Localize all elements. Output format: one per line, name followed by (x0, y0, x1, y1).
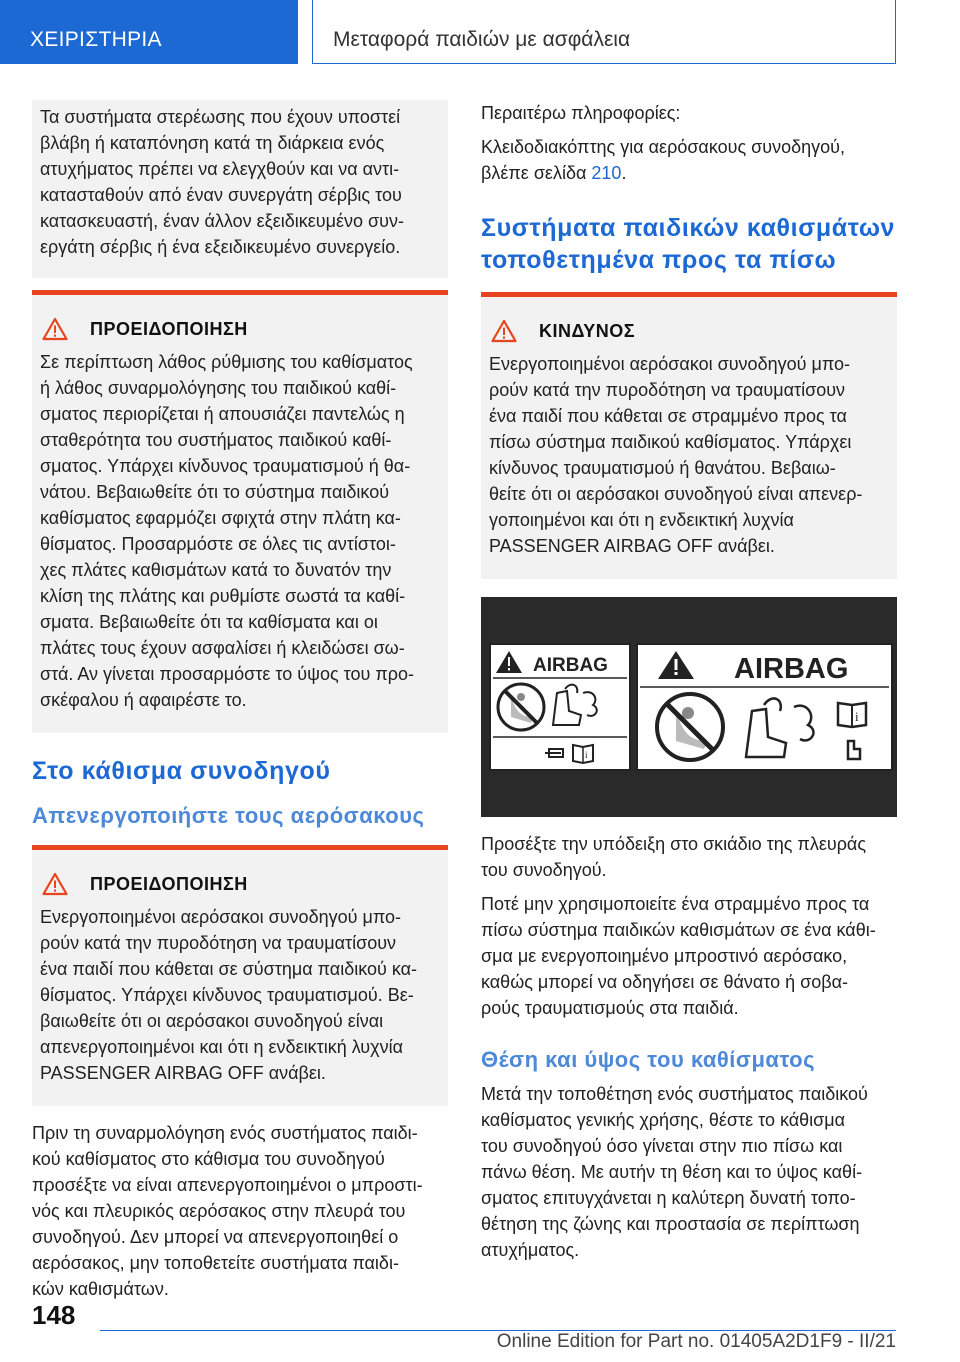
body-text-never-use (481, 891, 897, 1021)
footer-edition: Online Edition for Part no. 01405A2D1F9 - II/21 (496, 1331, 896, 1352)
header-section-title: ΧΕΙΡΙΣΤΗΡΙΑ (30, 28, 162, 51)
body-line: ατυχήματος. (481, 1240, 580, 1260)
warning-line: νάτου. Βεβαιωθείτε ότι το σύστημα παιδικού (40, 482, 390, 502)
warning-line: σματα. Βεβαιωθείτε ότι τα καθίσματα και οι (40, 612, 378, 632)
warning-triangle-icon (42, 872, 68, 896)
subheading-deactivate-airbags: Απενεργοποιήστε τους αερόσακους (32, 803, 425, 828)
warning-line: σματος. Υπάρχει κίνδυνος τραυματισμού ή θα- (40, 456, 411, 476)
intro-line: Τα συστήματα στερέωσης που έχουν υποστεί (40, 107, 401, 127)
right-column (481, 100, 897, 1263)
page-reference-link[interactable]: 210 (591, 163, 622, 183)
body-text-seat-position (481, 1081, 897, 1263)
body-text-note-sunvisor (481, 831, 897, 883)
warning-triangle-icon (42, 317, 68, 341)
pointing-hand-icon (545, 749, 563, 757)
intro-line: ατυχήματος πρέπει να ελεγχθούν και να αντι- (40, 159, 400, 179)
warning-line: Σε περίπτωση λάθος ρύθμισης του καθίσματος (40, 352, 413, 372)
body-line: ρούς τραυματισμούς στα παιδιά. (481, 998, 739, 1018)
reference-suffix: . (621, 163, 627, 183)
more-info-block (481, 100, 897, 186)
warning-triangle-icon (496, 651, 522, 673)
airbag-label-figure (481, 597, 897, 817)
svg-text:i: i (855, 709, 859, 724)
warning-line: ένα παιδί που κάθεται σε σύστημα παιδικού κα- (40, 959, 418, 979)
airbag-warning-label-large (636, 643, 893, 771)
body-line: του συνοδηγού. (481, 860, 607, 880)
manual-book-icon (573, 745, 593, 763)
body-line: Μετά την τοποθέτηση ενός συστήματος παιδικού (481, 1084, 868, 1104)
danger-line: πίσω σύστημα παιδικού καθίσματος. Υπάρχει (489, 432, 852, 452)
warning-box-airbags (32, 845, 448, 1106)
body-line: Προσέξτε την υπόδειξη στο σκιάδιο της πλευράς (481, 834, 867, 854)
body-line: θέτηση της ζώνης και προστασία σε περίπτωση (481, 1214, 860, 1234)
no-child-seat-icon (657, 694, 723, 760)
intro-note-box (32, 100, 448, 278)
body-line: του συνοδηγού όσο γίνεται στην πιο πίσω και (481, 1136, 843, 1156)
intro-line: εργάτη σέρβις ή ένα εξειδικευμένο συνεργείο. (40, 237, 401, 257)
section-heading-line: τοποθετημένα προς τα πίσω (481, 246, 837, 274)
danger-line: γοποιημένοι και ότι η ενδεικτική λυχνία (489, 510, 794, 530)
warning-line: χες πλάτες καθισμάτων κατά το δυνατόν την (40, 560, 392, 580)
section-heading-passenger-seat: Στο κάθισμα συνοδηγού (32, 757, 331, 785)
warning-line: απενεργοποιημένοι και ότι η ενδεικτική λυχνία (40, 1037, 403, 1057)
intro-line: κατασκευαστή, έναν άλλον εξειδικευμένο συν- (40, 211, 404, 231)
danger-triangle-icon (491, 319, 517, 343)
body-line: κών καθισμάτων. (32, 1279, 169, 1299)
warning-title: ΠΡΟΕΙΔΟΠΟΙΗΣΗ (90, 873, 248, 894)
body-line: καθώς μπορεί να οδηγήσει σε θάνατο ή σοβα- (481, 972, 849, 992)
warning-title: ΠΡΟΕΙΔΟΠΟΙΗΣΗ (90, 318, 248, 339)
page-number: 148 (32, 1300, 76, 1330)
reference-line: Κλειδοδιακόπτης για αερόσακους συνοδηγού, (481, 137, 845, 157)
warning-line: θίσματος. Προσαρμόστε σε όλες τις αντίστοι- (40, 534, 396, 554)
body-line: κού καθίσματος στο κάθισμα του συνοδηγού (32, 1149, 385, 1169)
header-chapter-box (312, 0, 896, 64)
warning-triangle-icon (658, 651, 694, 679)
danger-line: θείτε ότι οι αερόσακοι συνοδηγού είναι απενερ- (489, 484, 863, 504)
warning-line: ή λάθος συναρμολόγησης του παιδικού καθί- (40, 378, 397, 398)
svg-text:i: i (585, 750, 588, 760)
body-line: Πριν τη συναρμολόγηση ενός συστήματος παιδι- (32, 1123, 418, 1143)
danger-line: ρούν κατά την πυροδότηση να τραυματίσουν (489, 380, 846, 400)
warning-line: PASSENGER AIRBAG OFF ανάβει. (40, 1063, 326, 1083)
no-child-seat-icon (498, 684, 544, 730)
header-chapter-title: Μεταφορά παιδιών με ασφάλεια (333, 28, 631, 51)
section-heading-rear-facing (481, 212, 897, 276)
warning-box-seat-adjustment (32, 290, 448, 733)
warning-line: θίσματος. Υπάρχει κίνδυνος τραυματισμού. Βε- (40, 985, 414, 1005)
intro-line: κατασταθούν από έναν συνεργάτη σέρβις του (40, 185, 402, 205)
airbag-label-text: AIRBAG (734, 653, 849, 685)
body-line: σμα με ενεργοποιημένο μπροστινό αερόσακο, (481, 946, 848, 966)
danger-line: PASSENGER AIRBAG OFF ανάβει. (489, 536, 775, 556)
left-column (32, 100, 448, 1302)
body-line: προσέξτε να είναι απενεργοποιημένοι ο μπροστι- (32, 1175, 423, 1195)
warning-line: πλάτες τους έχουν ασφαλίσει ή κλειδώσει σω- (40, 638, 405, 658)
manual-book-icon (838, 703, 866, 727)
body-line: συνοδηγού. Δεν μπορεί να απενεργοποιηθεί ο (32, 1227, 399, 1247)
header-section-tab (0, 0, 298, 64)
warning-line: σταθερότητα του συστήματος παιδικού καθί- (40, 430, 392, 450)
section-heading-line: Συστήματα παιδικών καθισμάτων (481, 214, 896, 242)
body-line: αερόσακος, μην τοποθετείτε συστήματα παιδι- (32, 1253, 399, 1273)
danger-line: κίνδυνος τραυματισμού ή θανάτου. Βεβαιω- (489, 458, 836, 478)
body-line: πάνω θέση. Με αυτήν τη θέση και το ύψος καθί- (481, 1162, 863, 1182)
warning-line: στά. Αν γίνεται προσαρμόστε το ύψος του προ- (40, 664, 415, 684)
subheading-seat-position: Θέση και ύψος του καθίσματος (481, 1047, 816, 1072)
warning-line: ρούν κατά την πυροδότηση να τραυματίσουν (40, 933, 397, 953)
pointing-hand-icon (848, 741, 860, 759)
body-line: πίσω σύστημα παιδικών καθισμάτων σε ένα κάθι- (481, 920, 876, 940)
danger-line: Ενεργοποιημένοι αερόσακοι συνοδηγού μπο- (489, 354, 850, 374)
warning-line: καθίσματος εφαρμόζει σφιχτά στην πλάτη κα- (40, 508, 401, 528)
warning-line: κλίση της πλάτης και ρυθμίστε σωστά τα καθί- (40, 586, 406, 606)
airbag-deploy-icon (746, 698, 813, 757)
body-line: νός και πλευρικός αερόσακος στην πλευρά του (32, 1201, 406, 1221)
body-text-before-mounting (32, 1120, 448, 1302)
warning-line: σματος περιορίζεται ή απουσιάζει παντελώς η (40, 404, 405, 424)
airbag-deploy-icon (553, 685, 597, 725)
body-line: καθίσματος γενικής χρήσης, θέστε το κάθισμα (481, 1110, 846, 1130)
warning-line: σκέφαλου ή αφαιρέστε το. (40, 690, 247, 710)
danger-line: ένα παιδί που κάθεται σε στραμμένο προς τα (489, 406, 847, 426)
body-line: σματος επιτυγχάνεται η καλύτερη δυνατή τοπο- (481, 1188, 856, 1208)
danger-title: ΚΙΝΔΥΝΟΣ (539, 320, 636, 341)
warning-line: βαιωθείτε ότι οι αερόσακοι συνοδηγού είναι (40, 1011, 384, 1031)
intro-line: βλάβη ή καταπόνηση κατά τη διάρκεια ενός (40, 133, 385, 153)
reference-prefix: βλέπε σελίδα (481, 163, 592, 183)
warning-line: Ενεργοποιημένοι αερόσακοι συνοδηγού μπο- (40, 907, 401, 927)
reference-line-page (481, 160, 897, 186)
airbag-label-text: AIRBAG (533, 655, 608, 676)
more-info-label: Περαιτέρω πληροφορίες: (481, 103, 681, 123)
airbag-warning-label-small (489, 643, 631, 771)
body-line: Ποτέ μην χρησιμοποιείτε ένα στραμμένο προς τα (481, 894, 870, 914)
danger-box-rear-facing (481, 292, 897, 579)
